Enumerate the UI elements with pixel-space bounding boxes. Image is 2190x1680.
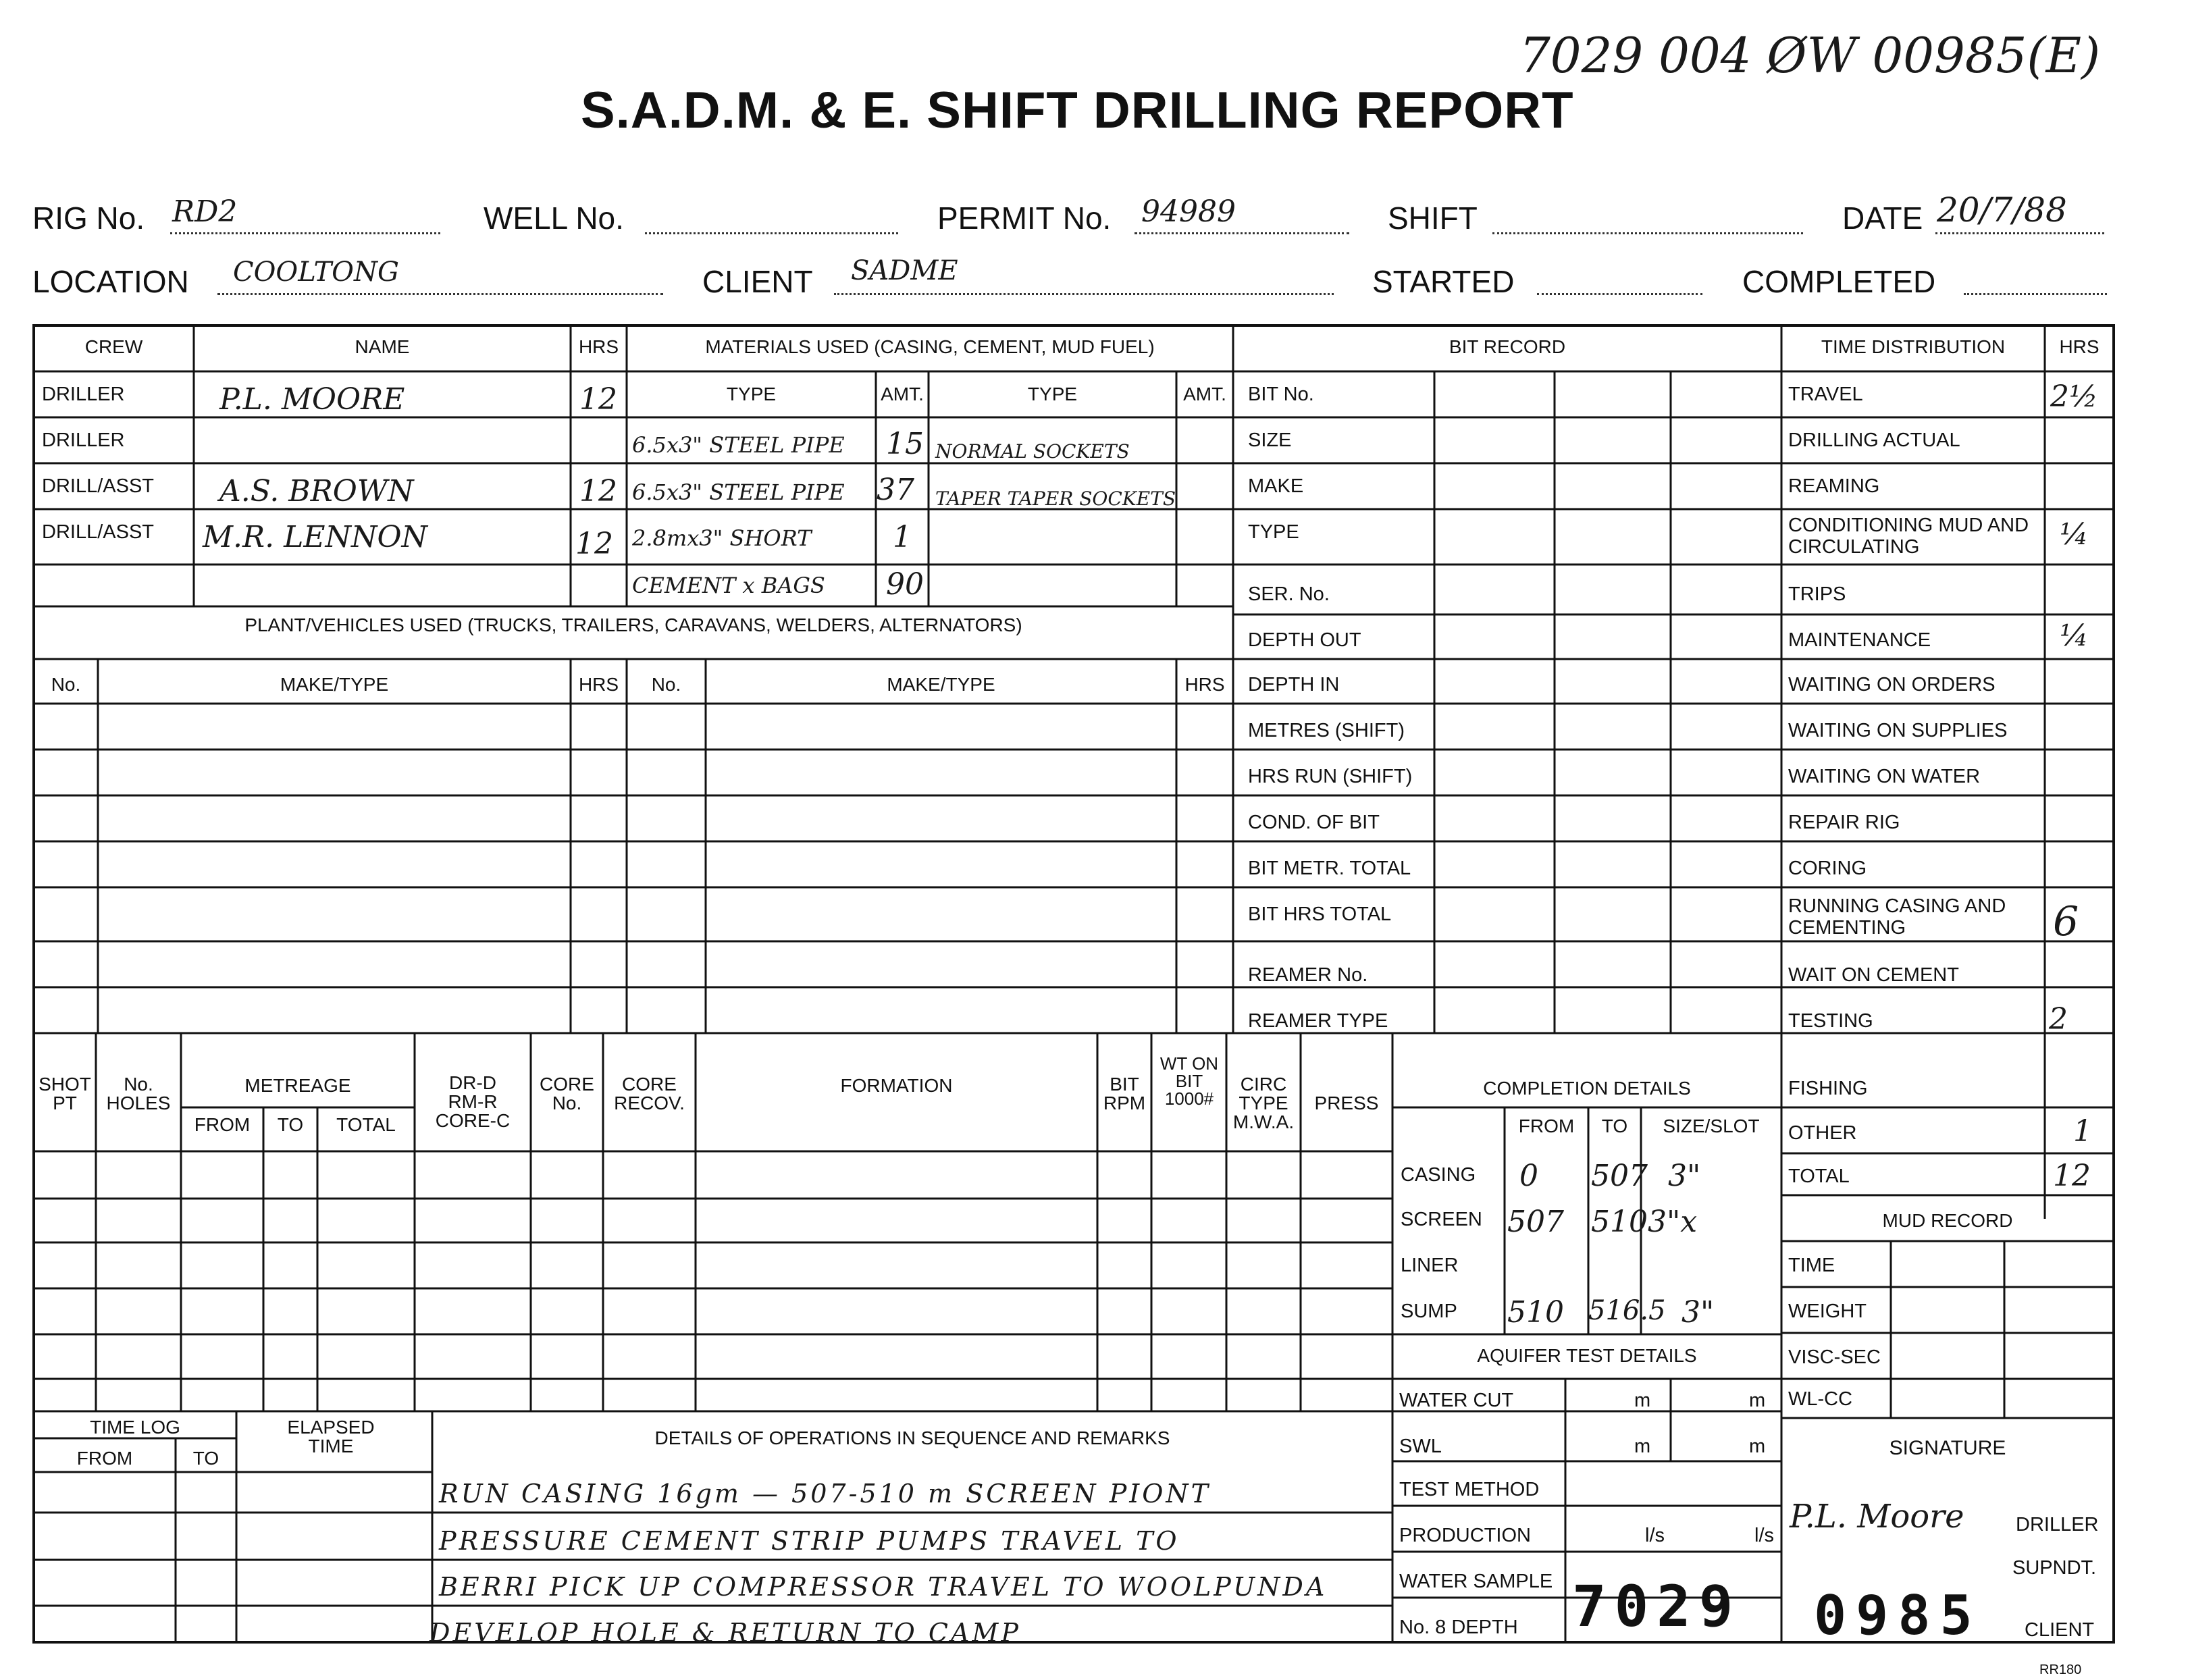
crew-name-3[interactable]: A.S. BROWN: [219, 474, 414, 508]
td-waiting-on-supplies: WAITING ON SUPPLIES: [1788, 720, 2008, 741]
materials-heading: MATERIALS USED (CASING, CEMENT, MUD FUEL): [705, 336, 1155, 357]
well-label: WELL No.: [484, 201, 624, 236]
td-other: OTHER: [1788, 1122, 1857, 1144]
permit-label: PERMIT No.: [937, 201, 1112, 236]
td-fishing: FISHING: [1788, 1078, 1868, 1099]
completion-casing: CASING: [1401, 1164, 1476, 1186]
bit-row-depth-in: DEPTH IN: [1248, 674, 1340, 695]
td-testing: TESTING: [1788, 1010, 1873, 1032]
crew-hrs-1[interactable]: 12: [579, 382, 617, 417]
aquifer-water-cut: WATER CUT: [1399, 1390, 1514, 1411]
material-type2-2[interactable]: TAPER TAPER SOCKETS: [935, 488, 1176, 510]
material-amt-3[interactable]: 1: [893, 520, 912, 554]
td-wait-on-cement: WAIT ON CEMENT: [1788, 964, 1959, 986]
td-conditioning-mud: CONDITIONING MUD AND CIRCULATING: [1788, 515, 2029, 558]
metreage-col: METREAGE: [244, 1075, 351, 1096]
plant-hrs-col-2: HRS: [1184, 674, 1225, 695]
completion-to-col: TO: [1601, 1115, 1628, 1136]
wt-on-bit-col: WT ON BIT 1000#: [1159, 1053, 1219, 1109]
plant-no-col-1: No.: [51, 674, 81, 695]
td-total-hrs[interactable]: 12: [2053, 1159, 2091, 1193]
started-label: STARTED: [1372, 264, 1515, 299]
completion-screen: SCREEN: [1401, 1209, 1482, 1230]
material-amt-1[interactable]: 15: [886, 427, 924, 461]
crew-col-header: CREW: [84, 336, 143, 357]
sump-to[interactable]: 516.5: [1588, 1295, 1666, 1326]
completed-label: COMPLETED: [1742, 264, 1936, 299]
details-line-2[interactable]: PRESSURE CEMENT STRIP PUMPS TRAVEL TO: [439, 1526, 1180, 1556]
crew-role-4: DRILL/ASST: [42, 521, 154, 543]
bit-row-bit-hrs-total: BIT HRS TOTAL: [1248, 903, 1392, 925]
time-log-heading: TIME LOG: [90, 1417, 180, 1438]
bit-row-reamer-type: REAMER TYPE: [1248, 1010, 1388, 1032]
completion-sump: SUMP: [1401, 1301, 1457, 1322]
metreage-from-col: FROM: [194, 1114, 251, 1135]
screen-from[interactable]: 507: [1507, 1205, 1564, 1239]
driller-signature: P.L. Moore: [1790, 1498, 1964, 1535]
crew-name-1[interactable]: P.L. MOORE: [219, 382, 405, 417]
td-maintenance-hrs[interactable]: ¼: [2060, 619, 2089, 653]
date-value[interactable]: 20/7/88: [1937, 190, 2067, 230]
bit-row-size: SIZE: [1248, 429, 1292, 451]
core-no-col: CORE No.: [540, 1074, 594, 1113]
material-amt-4[interactable]: 90: [886, 567, 924, 602]
bit-row-cond-of-bit: COND. OF BIT: [1248, 812, 1380, 833]
client-label: CLIENT: [702, 264, 813, 299]
td-coring: CORING: [1788, 858, 1867, 879]
plant-no-col-2: No.: [651, 674, 681, 695]
crew-name-4[interactable]: M.R. LENNON: [203, 520, 428, 554]
bit-row-bit-no: BIT No.: [1248, 384, 1314, 405]
water-sample-stamp: 7029: [1572, 1573, 1742, 1639]
aquifer-swl-unit-1: m: [1634, 1436, 1651, 1457]
completion-liner: LINER: [1401, 1255, 1459, 1276]
td-running-casing-hrs[interactable]: 6: [2053, 898, 2079, 945]
bit-row-hrs-run-shift: HRS RUN (SHIFT): [1248, 766, 1413, 787]
aquifer-water-cut-unit-1: m: [1634, 1390, 1651, 1411]
metreage-to-col: TO: [277, 1114, 304, 1135]
shift-label: SHIFT: [1388, 201, 1478, 236]
screen-to[interactable]: 510: [1591, 1205, 1648, 1239]
shot-pt-col: SHOT PT: [38, 1074, 91, 1113]
mud-record-heading: MUD RECORD: [1882, 1210, 2013, 1231]
td-total: TOTAL: [1788, 1165, 1850, 1187]
client-stamp: 0985: [1814, 1584, 1982, 1647]
completion-heading: COMPLETION DETAILS: [1483, 1078, 1691, 1099]
aquifer-heading: AQUIFER TEST DETAILS: [1477, 1345, 1697, 1366]
aquifer-water-cut-unit-2: m: [1749, 1390, 1766, 1411]
td-reaming: REAMING: [1788, 475, 1880, 497]
td-testing-hrs[interactable]: 2: [2049, 1002, 2068, 1036]
bit-row-bit-metr-total: BIT METR. TOTAL: [1248, 858, 1411, 879]
location-value[interactable]: COOLTONG: [233, 257, 399, 288]
screen-size[interactable]: 3"x: [1648, 1205, 1698, 1239]
td-other-hrs[interactable]: 1: [2073, 1114, 2092, 1149]
reference-number: 7029 004 ØW 00985(E): [1519, 27, 2101, 84]
aquifer-swl: SWL: [1399, 1436, 1442, 1457]
sump-from[interactable]: 510: [1507, 1295, 1564, 1330]
rig-value[interactable]: RD2: [172, 194, 238, 229]
crew-hrs-3[interactable]: 12: [579, 474, 617, 508]
metreage-total-col: TOTAL: [336, 1114, 396, 1135]
td-running-casing: RUNNING CASING AND CEMENTING: [1788, 895, 2006, 939]
td-waiting-on-water: WAITING ON WATER: [1788, 766, 1981, 787]
plant-make-col-1: MAKE/TYPE: [280, 674, 389, 695]
crew-role-2: DRILLER: [42, 429, 125, 451]
td-conditioning-hrs[interactable]: ¼: [2060, 517, 2089, 552]
td-repair-rig: REPAIR RIG: [1788, 812, 1900, 833]
name-col-header: NAME: [355, 336, 410, 357]
materials-amt-col: AMT.: [881, 384, 924, 404]
crew-role-3: DRILL/ASST: [42, 475, 154, 497]
mud-visc-sec: VISC-SEC: [1788, 1346, 1881, 1368]
no-holes-col: No. HOLES: [106, 1074, 171, 1113]
crew-hrs-4[interactable]: 12: [575, 527, 613, 561]
completion-from-col: FROM: [1518, 1115, 1575, 1136]
mud-weight: WEIGHT: [1788, 1301, 1867, 1322]
drd-col: DR-D RM-R CORE-C: [435, 1072, 511, 1131]
time-distribution-heading: TIME DISTRIBUTION: [1821, 336, 2006, 357]
material-type-4[interactable]: CEMENT x BAGS: [632, 573, 825, 598]
time-log-from: FROM: [76, 1448, 133, 1469]
aquifer-no8-depth: No. 8 DEPTH: [1399, 1617, 1518, 1638]
form-code: RR180: [2039, 1662, 2082, 1677]
material-type2-1[interactable]: NORMAL SOCKETS: [935, 440, 1130, 463]
td-waiting-on-orders: WAITING ON ORDERS: [1788, 674, 1996, 695]
td-drilling-actual: DRILLING ACTUAL: [1788, 429, 1960, 451]
form-title: S.A.D.M. & E. SHIFT DRILLING REPORT: [581, 82, 1574, 139]
casing-size[interactable]: 3": [1668, 1159, 1701, 1193]
date-label: DATE: [1842, 201, 1923, 236]
rig-label: RIG No.: [32, 201, 145, 236]
plant-heading: PLANT/VEHICLES USED (TRUCKS, TRAILERS, CARAVANS, WELDERS, ALTERNATORS): [244, 614, 1022, 635]
aquifer-test-method: TEST METHOD: [1399, 1479, 1540, 1500]
details-line-1[interactable]: RUN CASING 16gm — 507-510 m SCREEN PIONT: [439, 1479, 1211, 1508]
plant-hrs-col-1: HRS: [578, 674, 619, 695]
material-type-1[interactable]: 6.5x3" STEEL PIPE: [632, 432, 845, 458]
casing-from[interactable]: 0: [1519, 1159, 1538, 1193]
td-travel: TRAVEL: [1788, 384, 1863, 405]
td-travel-hrs[interactable]: 2½: [2050, 379, 2098, 414]
client-value[interactable]: SADME: [851, 255, 958, 286]
signature-driller-label: DRILLER: [2016, 1514, 2099, 1535]
td-maintenance: MAINTENANCE: [1788, 629, 1931, 651]
aquifer-production-unit-1: l/s: [1645, 1525, 1665, 1546]
sump-size[interactable]: 3": [1681, 1295, 1715, 1330]
bit-record-heading: BIT RECORD: [1449, 336, 1566, 357]
aquifer-production-unit-2: l/s: [1754, 1525, 1774, 1546]
time-log-to: TO: [192, 1448, 219, 1469]
mud-time: TIME: [1788, 1255, 1835, 1276]
crew-hrs-col-header: HRS: [578, 336, 619, 357]
aquifer-swl-unit-2: m: [1749, 1436, 1766, 1457]
materials-amt2-col: AMT.: [1183, 384, 1226, 404]
mud-wl-cc: WL-CC: [1788, 1388, 1853, 1410]
formation-col: FORMATION: [840, 1075, 953, 1096]
bit-row-depth-out: DEPTH OUT: [1248, 629, 1361, 651]
permit-value[interactable]: 94989: [1141, 194, 1236, 229]
details-line-3[interactable]: BERRI PICK UP COMPRESSOR TRAVEL TO WOOLPUNDA: [439, 1572, 1328, 1602]
plant-make-col-2: MAKE/TYPE: [887, 674, 995, 695]
completion-size-col: SIZE/SLOT: [1663, 1115, 1760, 1136]
aquifer-production: PRODUCTION: [1399, 1525, 1531, 1546]
press-col: PRESS: [1314, 1093, 1379, 1113]
elapsed-time-heading: ELAPSED TIME: [287, 1417, 375, 1456]
casing-to[interactable]: 507: [1591, 1159, 1648, 1193]
signature-client-label: CLIENT: [2025, 1619, 2095, 1641]
time-distribution-hrs-col: HRS: [2059, 336, 2100, 357]
location-label: LOCATION: [32, 264, 189, 299]
bit-row-reamer-no: REAMER No.: [1248, 964, 1368, 986]
bit-row-type: TYPE: [1248, 521, 1299, 543]
bit-row-metres-shift: METRES (SHIFT): [1248, 720, 1405, 741]
material-type-2[interactable]: 6.5x3" STEEL PIPE: [632, 479, 845, 505]
bit-row-make: MAKE: [1248, 475, 1304, 497]
circ-type-col: CIRC TYPE M.W.A.: [1232, 1074, 1295, 1132]
core-recov-col: CORE RECOV.: [614, 1074, 685, 1113]
crew-role-1: DRILLER: [42, 384, 125, 405]
materials-type2-col: TYPE: [1027, 384, 1078, 404]
material-type-3[interactable]: 2.8mx3" SHORT: [632, 525, 812, 551]
signature-supndt-label: SUPNDT.: [2012, 1557, 2097, 1579]
bit-row-ser-no: SER. No.: [1248, 583, 1330, 605]
details-line-4[interactable]: DEVELOP HOLE & RETURN TO CAMP: [429, 1618, 1021, 1648]
signature-heading: SIGNATURE: [1889, 1437, 2006, 1459]
aquifer-water-sample: WATER SAMPLE: [1399, 1571, 1553, 1592]
details-heading: DETAILS OF OPERATIONS IN SEQUENCE AND REMARKS: [654, 1427, 1170, 1448]
materials-type-col: TYPE: [726, 384, 777, 404]
material-amt-2[interactable]: 37: [877, 473, 914, 507]
td-trips: TRIPS: [1788, 583, 1846, 605]
bit-rpm-col: BIT RPM: [1103, 1074, 1146, 1113]
